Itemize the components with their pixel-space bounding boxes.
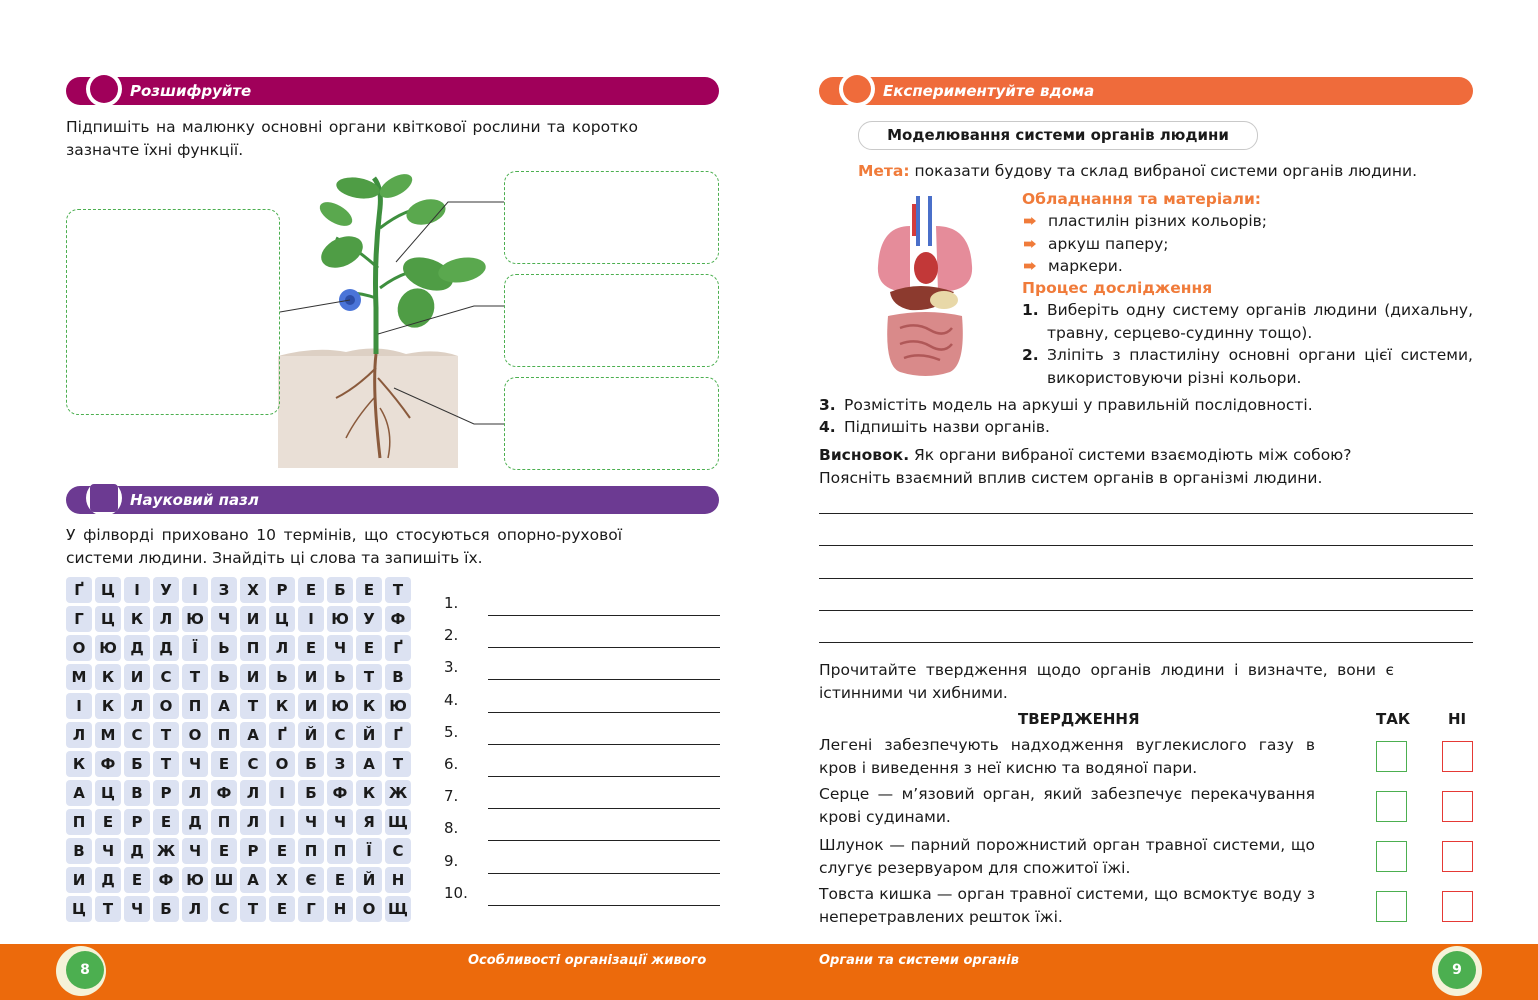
grid-letter[interactable]: П [240, 635, 266, 661]
grid-letter[interactable]: Р [240, 838, 266, 864]
grid-letter[interactable]: Ф [385, 606, 411, 632]
grid-letter[interactable]: М [95, 722, 121, 748]
label-box-flower[interactable] [66, 209, 280, 415]
grid-letter[interactable]: Е [269, 838, 295, 864]
grid-letter[interactable]: Л [240, 780, 266, 806]
col-statement: ТВЕРДЖЕННЯ [1018, 710, 1140, 728]
organs-illustration [870, 196, 980, 380]
grid-letter[interactable]: Я [356, 809, 382, 835]
grid-letter[interactable]: К [356, 780, 382, 806]
grid-letter[interactable]: Ь [269, 664, 295, 690]
grid-letter[interactable]: Ю [182, 606, 208, 632]
grid-letter[interactable]: Ф [327, 780, 353, 806]
materials-label: Обладнання та матеріали: [1022, 190, 1262, 208]
grid-letter[interactable]: Р [124, 809, 150, 835]
grid-letter[interactable]: Л [124, 693, 150, 719]
grid-letter[interactable]: П [66, 809, 92, 835]
answer-row[interactable] [444, 658, 720, 680]
answer-line[interactable] [488, 679, 720, 680]
answer-line[interactable] [488, 905, 720, 906]
goal-text: показати будову та склад вибраної системи органів людини. [914, 162, 1418, 180]
step-text: Зліпіть з пластиліну основні органи цієї системи, використовуючи різні кольори. [1047, 346, 1473, 387]
grid-letter[interactable]: Ї [356, 838, 382, 864]
grid-letter[interactable]: Е [124, 867, 150, 893]
grid-letter[interactable]: Ч [182, 751, 208, 777]
grid-letter[interactable]: Ю [182, 867, 208, 893]
grid-letter[interactable]: Ц [269, 606, 295, 632]
grid-letter[interactable]: К [95, 693, 121, 719]
grid-letter[interactable]: С [211, 896, 237, 922]
grid-letter[interactable]: Ц [95, 780, 121, 806]
process-step [819, 416, 1379, 439]
grid-letter[interactable]: Д [182, 809, 208, 835]
grid-letter[interactable]: Ю [327, 606, 353, 632]
answer-row[interactable] [444, 626, 720, 648]
grid-letter[interactable]: Б [327, 577, 353, 603]
grid-letter[interactable]: Ж [153, 838, 179, 864]
answer-row[interactable] [444, 884, 720, 906]
grid-letter[interactable]: Ґ [385, 635, 411, 661]
grid-letter[interactable]: Н [385, 867, 411, 893]
truefalse-intro: Прочитайте твердження щодо органів людини і визначте, вони є істинними чи хибними. [819, 661, 1394, 702]
grid-letter[interactable]: Ї [182, 635, 208, 661]
puzzle-title: Науковий пазл [130, 491, 259, 509]
statement-text: Легені забезпечують надходження вуглекислого газу в кров і виведення з неї кисню та водяної пари. [819, 736, 1315, 777]
grid-letter[interactable]: И [124, 664, 150, 690]
grid-letter[interactable]: О [269, 751, 295, 777]
grid-letter[interactable]: Ж [385, 780, 411, 806]
grid-letter[interactable]: Г [66, 606, 92, 632]
material-item-text: маркери. [1048, 257, 1123, 275]
grid-letter[interactable]: Д [124, 635, 150, 661]
answer-row[interactable] [444, 819, 720, 841]
grid-letter[interactable]: П [211, 722, 237, 748]
grid-letter[interactable]: Д [95, 867, 121, 893]
grid-letter[interactable]: І [182, 577, 208, 603]
grid-letter[interactable]: А [66, 780, 92, 806]
grid-letter[interactable]: С [124, 722, 150, 748]
grid-letter[interactable]: Р [153, 780, 179, 806]
answer-number: 5. [444, 722, 459, 741]
grid-letter[interactable]: Ц [95, 606, 121, 632]
grid-letter[interactable]: В [66, 838, 92, 864]
grid-letter[interactable]: Е [211, 751, 237, 777]
grid-letter[interactable]: Х [269, 867, 295, 893]
grid-letter[interactable]: А [356, 751, 382, 777]
grid-letter[interactable]: Д [153, 635, 179, 661]
word-search-grid [66, 577, 411, 922]
grid-letter[interactable]: Е [356, 577, 382, 603]
conclusion-text: Як органи вибраної системи взаємодіють між собою? Поясніть взаємний вплив систем органів в організмі людини. [819, 446, 1352, 487]
label-box-stem[interactable] [504, 274, 719, 367]
process-step [1022, 299, 1473, 345]
answer-line[interactable] [488, 647, 720, 648]
grid-letter[interactable]: Ь [327, 664, 353, 690]
grid-letter[interactable]: О [356, 896, 382, 922]
answer-line[interactable] [488, 744, 720, 745]
grid-letter[interactable]: Е [211, 838, 237, 864]
answer-number: 4. [444, 690, 459, 709]
experiment-header [819, 77, 1473, 105]
answer-number: 8. [444, 819, 459, 838]
grid-letter[interactable]: С [153, 664, 179, 690]
step-text: Підпишіть назви органів. [844, 418, 1050, 436]
statement-text: Серце — м’язовий орган, який забезпечує перекачування крові судинами. [819, 785, 1315, 826]
material-item [1024, 210, 1267, 232]
answer-row[interactable] [444, 594, 720, 616]
grid-letter[interactable]: Т [153, 722, 179, 748]
answer-number: 9. [444, 851, 459, 870]
grid-letter[interactable]: Ґ [385, 722, 411, 748]
grid-letter[interactable]: Ф [95, 751, 121, 777]
grid-letter[interactable]: Ь [211, 635, 237, 661]
grid-letter[interactable]: Ш [211, 867, 237, 893]
grid-letter[interactable]: Е [269, 896, 295, 922]
grid-letter[interactable]: Л [153, 606, 179, 632]
grid-letter[interactable]: О [153, 693, 179, 719]
grid-letter[interactable]: Х [240, 577, 266, 603]
grid-letter[interactable]: Е [153, 809, 179, 835]
decode-title: Розшифруйте [130, 82, 252, 100]
grid-letter[interactable]: А [211, 693, 237, 719]
goal-line [858, 160, 1417, 183]
grid-letter[interactable]: Л [240, 809, 266, 835]
grid-letter[interactable]: Ю [95, 635, 121, 661]
statement-text: Шлунок — парний порожнистий орган травної системи, що слугує резервуаром для спожитої їжі. [819, 836, 1315, 877]
yes-checkbox[interactable] [1376, 841, 1407, 872]
answer-number: 2. [444, 626, 459, 645]
answer-line[interactable] [819, 578, 1473, 579]
grid-letter[interactable]: Ф [211, 780, 237, 806]
col-no: НІ [1448, 710, 1467, 728]
grid-letter[interactable]: П [182, 693, 208, 719]
grid-letter[interactable]: П [211, 809, 237, 835]
grid-letter[interactable]: Й [356, 722, 382, 748]
conclusion-label: Висновок. [819, 446, 910, 464]
grid-letter[interactable]: Й [356, 867, 382, 893]
puzzle-header [66, 486, 719, 514]
grid-letter[interactable]: М [66, 664, 92, 690]
grid-letter[interactable]: Е [327, 867, 353, 893]
grid-letter[interactable]: З [327, 751, 353, 777]
step-text: Виберіть одну систему органів людини (дихальну, травну, серцево-судинну тощо). [1047, 301, 1473, 342]
left-page-number: 8 [66, 951, 104, 989]
grid-letter[interactable]: Б [153, 896, 179, 922]
grid-letter[interactable]: Ч [211, 606, 237, 632]
answer-row[interactable] [444, 755, 720, 777]
grid-letter[interactable]: Ц [95, 577, 121, 603]
grid-letter[interactable]: О [182, 722, 208, 748]
grid-letter[interactable]: І [269, 809, 295, 835]
grid-letter[interactable]: К [124, 606, 150, 632]
grid-letter[interactable]: Г [298, 896, 324, 922]
grid-letter[interactable]: Т [153, 751, 179, 777]
grid-letter[interactable]: Ч [327, 809, 353, 835]
grid-letter[interactable]: Д [124, 838, 150, 864]
microscope-icon [839, 71, 875, 107]
yes-checkbox[interactable] [1376, 741, 1407, 772]
grid-letter[interactable]: С [385, 838, 411, 864]
grid-letter[interactable]: Ч [95, 838, 121, 864]
goal-label: Мета: [858, 162, 910, 180]
footer-bar [0, 944, 1538, 1000]
grid-letter[interactable]: С [240, 751, 266, 777]
puzzle-piece-icon [86, 480, 122, 516]
grid-letter[interactable]: К [356, 693, 382, 719]
grid-letter[interactable]: Н [327, 896, 353, 922]
process-step [1022, 344, 1473, 390]
answer-row[interactable] [444, 787, 720, 809]
grid-letter[interactable]: Ю [327, 693, 353, 719]
grid-letter[interactable]: Щ [385, 809, 411, 835]
experiment-subtitle-text: Моделювання системи органів людини [887, 126, 1229, 144]
grid-letter[interactable]: І [298, 606, 324, 632]
yes-checkbox[interactable] [1376, 891, 1407, 922]
grid-letter[interactable]: Ь [211, 664, 237, 690]
no-checkbox[interactable] [1442, 891, 1473, 922]
answer-line[interactable] [819, 642, 1473, 643]
grid-letter[interactable]: И [298, 693, 324, 719]
grid-letter[interactable]: К [66, 751, 92, 777]
grid-letter[interactable]: Ґ [269, 722, 295, 748]
grid-letter[interactable]: К [95, 664, 121, 690]
grid-letter[interactable]: И [240, 606, 266, 632]
process-step [819, 394, 1379, 417]
right-footer-title: Органи та системи органів [819, 953, 1019, 968]
grid-letter[interactable]: Ф [153, 867, 179, 893]
process-label: Процес дослідження [1022, 279, 1213, 297]
grid-letter[interactable]: Є [298, 867, 324, 893]
grid-letter[interactable]: Е [95, 809, 121, 835]
answer-number: 3. [444, 658, 459, 677]
grid-letter[interactable]: Й [298, 722, 324, 748]
answer-line[interactable] [819, 513, 1473, 514]
material-item-text: пластилін різних кольорів; [1048, 212, 1268, 230]
puzzle-text: У філворді приховано 10 термінів, що стосуються опорно-рухової системи людини. Знайдіть ці слова та запишіть їх. [66, 526, 622, 567]
label-box-leaf[interactable] [504, 171, 719, 264]
grid-letter[interactable]: Щ [385, 896, 411, 922]
grid-letter[interactable]: О [66, 635, 92, 661]
col-yes: ТАК [1376, 710, 1411, 728]
step-text: Розмістіть модель на аркуші у правильній послідовності. [844, 396, 1313, 414]
step-number: 4. [819, 418, 836, 436]
grid-letter[interactable]: І [66, 693, 92, 719]
grid-letter[interactable]: Л [66, 722, 92, 748]
grid-letter[interactable]: П [327, 838, 353, 864]
grid-letter[interactable]: Л [182, 780, 208, 806]
yes-checkbox[interactable] [1376, 791, 1407, 822]
grid-letter[interactable]: Т [240, 896, 266, 922]
grid-letter[interactable]: Л [182, 896, 208, 922]
step-number: 3. [819, 396, 836, 414]
grid-letter[interactable]: Т [240, 693, 266, 719]
answer-row[interactable] [444, 691, 720, 713]
grid-letter[interactable]: Ґ [66, 577, 92, 603]
answer-line[interactable] [488, 840, 720, 841]
grid-letter[interactable]: Е [298, 635, 324, 661]
answer-line[interactable] [488, 776, 720, 777]
grid-letter[interactable]: Ч [327, 635, 353, 661]
grid-letter[interactable]: Р [269, 577, 295, 603]
grid-letter[interactable]: И [298, 664, 324, 690]
decode-text: Підпишіть на малюнку основні органи квіткової рослини та коротко зазначте їхні функції. [66, 118, 638, 159]
grid-letter[interactable]: С [327, 722, 353, 748]
grid-letter[interactable]: И [66, 867, 92, 893]
grid-letter[interactable]: А [240, 867, 266, 893]
grid-letter[interactable]: Е [356, 635, 382, 661]
grid-letter[interactable]: І [269, 780, 295, 806]
answer-line[interactable] [488, 712, 720, 713]
left-footer-title: Особливості організації живого [468, 953, 707, 968]
material-item [1024, 233, 1169, 255]
grid-letter[interactable]: З [211, 577, 237, 603]
answer-line[interactable] [488, 808, 720, 809]
grid-letter[interactable]: Ч [298, 809, 324, 835]
material-item [1024, 255, 1123, 277]
grid-letter[interactable]: Б [124, 751, 150, 777]
answer-row[interactable] [444, 852, 720, 874]
step-number: 2. [1022, 346, 1039, 364]
grid-letter[interactable]: Ц [66, 896, 92, 922]
statement-text: Товста кишка — орган травної системи, що всмоктує воду з неперетравлених решток їжі. [819, 885, 1315, 926]
grid-letter[interactable]: В [385, 664, 411, 690]
grid-letter[interactable]: Ч [182, 838, 208, 864]
grid-letter[interactable]: Т [95, 896, 121, 922]
no-checkbox[interactable] [1442, 741, 1473, 772]
grid-letter[interactable]: Т [356, 664, 382, 690]
answer-number: 7. [444, 787, 459, 806]
grid-letter[interactable]: Б [298, 780, 324, 806]
plant-illustration [276, 168, 508, 470]
grid-letter[interactable]: А [240, 722, 266, 748]
answer-line[interactable] [488, 615, 720, 616]
grid-letter[interactable]: І [124, 577, 150, 603]
grid-letter[interactable]: Е [298, 577, 324, 603]
grid-letter[interactable]: Т [385, 577, 411, 603]
material-item-text: аркуш паперу; [1048, 235, 1169, 253]
grid-letter[interactable]: Л [269, 635, 295, 661]
experiment-subtitle [858, 121, 1258, 150]
grid-letter[interactable]: Т [385, 751, 411, 777]
conclusion [819, 444, 1394, 490]
grid-letter[interactable]: И [240, 664, 266, 690]
answer-row[interactable] [444, 723, 720, 745]
decode-header [66, 77, 719, 105]
answer-line[interactable] [488, 873, 720, 874]
no-checkbox[interactable] [1442, 791, 1473, 822]
grid-letter[interactable]: К [269, 693, 295, 719]
answer-number: 1. [444, 594, 459, 612]
experiment-title: Експериментуйте вдома [883, 82, 1095, 100]
no-checkbox[interactable] [1442, 841, 1473, 872]
grid-letter[interactable]: Б [298, 751, 324, 777]
grid-letter[interactable]: Ч [124, 896, 150, 922]
answer-line[interactable] [819, 610, 1473, 611]
label-box-root[interactable] [504, 377, 719, 470]
answer-number: 6. [444, 755, 459, 773]
grid-letter[interactable]: Т [182, 664, 208, 690]
grid-letter[interactable]: Ю [385, 693, 411, 719]
flask-icon [86, 71, 122, 107]
grid-letter[interactable]: У [153, 577, 179, 603]
grid-letter[interactable]: У [356, 606, 382, 632]
step-number: 1. [1022, 301, 1039, 319]
grid-letter[interactable]: П [298, 838, 324, 864]
grid-letter[interactable]: В [124, 780, 150, 806]
answer-number: 10. [444, 883, 468, 902]
right-page-number: 9 [1438, 951, 1476, 989]
answer-line[interactable] [819, 545, 1473, 546]
